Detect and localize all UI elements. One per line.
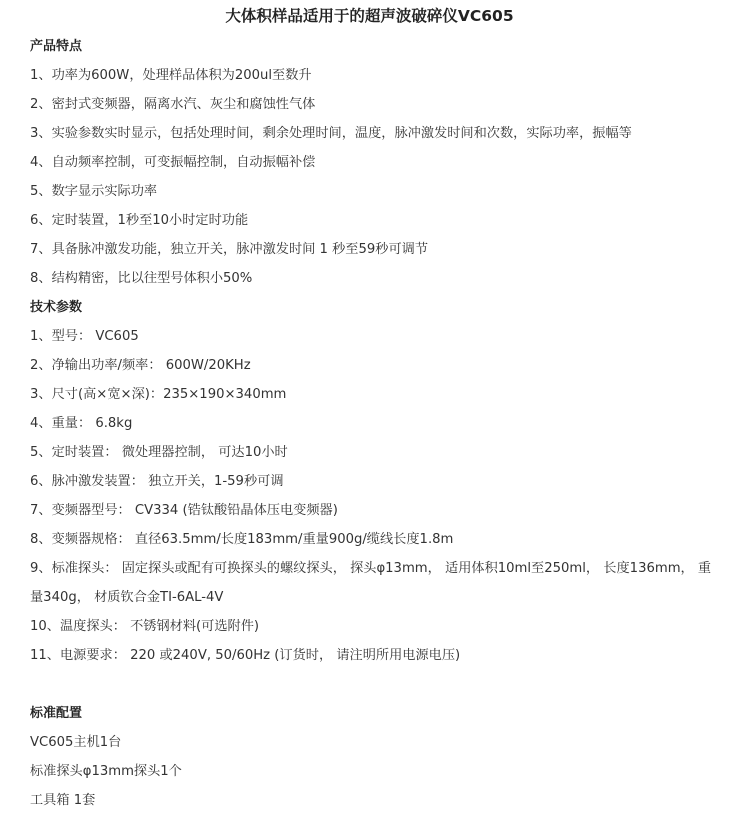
spec-item: 9、标准探头： 固定探头或配有可换探头的螺纹探头， 探头φ13mm， 适用体积10ml至250ml， 长度136mm， 重量340g， 材质钦合金TI-6AL-4V bbox=[30, 561, 712, 605]
spec-item: 8、变频器规格： 直径63.5mm/长度183mm/重量900g/缆线长度1.8m bbox=[30, 532, 454, 547]
config-item: VC605主机1台 bbox=[30, 735, 122, 750]
feature-item: 4、自动频率控制，可变振幅控制，自动振幅补偿 bbox=[30, 155, 316, 170]
spec-item: 1、型号： VC605 bbox=[30, 329, 139, 344]
config-item: 标准探头φ13mm探头1个 bbox=[30, 764, 182, 779]
spec-item: 5、定时装置： 微处理器控制， 可达10小时 bbox=[30, 445, 288, 460]
spec-item: 4、重量： 6.8kg bbox=[30, 416, 133, 431]
feature-item: 5、数字显示实际功率 bbox=[30, 184, 158, 199]
feature-item: 1、功率为600W，处理样品体积为200ul至数升 bbox=[30, 68, 312, 83]
feature-item: 7、具备脉冲激发功能，独立开关，脉冲激发时间 1 秒至59秒可调节 bbox=[30, 242, 429, 257]
spec-item: 10、温度探头： 不锈钢材料(可选附件) bbox=[30, 619, 260, 634]
article-body bbox=[30, 32, 720, 815]
features-heading: 产品特点 bbox=[30, 39, 83, 54]
feature-item: 8、结构精密，比以往型号体积小50% bbox=[30, 271, 253, 286]
section-spacer bbox=[30, 670, 720, 699]
spec-item: 7、变频器型号： CV334 (锆钛酸铅晶体压电变频器) bbox=[30, 503, 338, 518]
config-heading: 标准配置 bbox=[30, 706, 83, 721]
spec-item: 6、脉冲激发装置： 独立开关，1-59秒可调 bbox=[30, 474, 284, 489]
spec-item: 11、电源要求： 220 或240V, 50/60Hz (订货时， 请注明所用电源电压) bbox=[30, 648, 461, 663]
feature-item: 3、实验参数实时显示，包括处理时间，剩余处理时间，温度，脉冲激发时间和次数，实际功率，振幅等 bbox=[30, 126, 632, 141]
feature-item: 2、密封式变频器，隔离水汽、灰尘和腐蚀性气体 bbox=[30, 97, 316, 112]
feature-item: 6、定时装置，1秒至10小时定时功能 bbox=[30, 213, 249, 228]
config-item: 工具箱 1套 bbox=[30, 793, 96, 808]
page-title: 大体积样品适用于的超声波破碎仪VC605 bbox=[225, 7, 514, 25]
specs-heading: 技术参数 bbox=[30, 300, 83, 315]
spec-item: 2、净输出功率/频率： 600W/20KHz bbox=[30, 358, 251, 373]
spec-item: 3、尺寸(高×宽×深)：235×190×340mm bbox=[30, 387, 287, 402]
